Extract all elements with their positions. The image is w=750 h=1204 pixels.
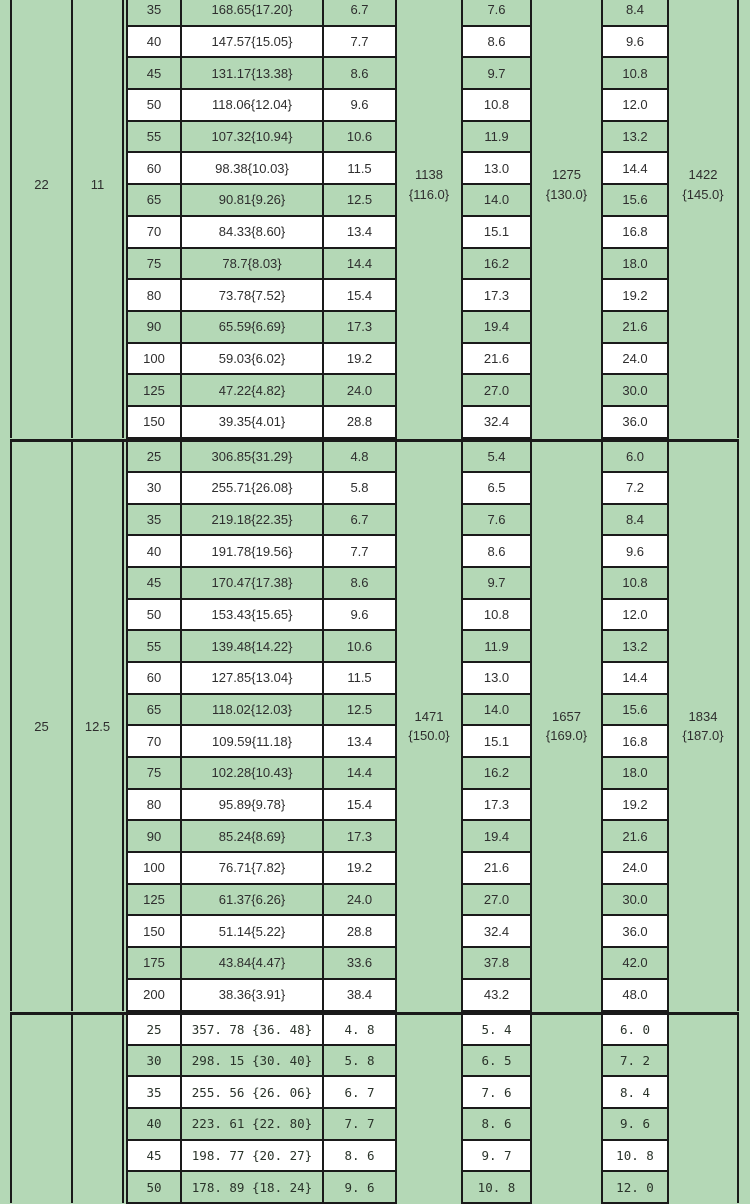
- cell-c7: 5.4: [462, 440, 531, 472]
- cell-c7: 14.0: [462, 184, 531, 216]
- cell-c5: 8.6: [323, 567, 396, 599]
- cell-c7: 17.3: [462, 789, 531, 821]
- cell-c5: 6.7: [323, 504, 396, 536]
- merged-cell-torque-a-line2: {116.0}: [397, 185, 461, 205]
- cell-c9: 12.0: [602, 89, 668, 121]
- cell-c4: 131.17{13.38}: [181, 57, 323, 89]
- merged-cell-torque-c-line1: 1422: [669, 165, 737, 185]
- cell-c4: 59.03{6.02}: [181, 343, 323, 375]
- cell-c9: 6. 0: [602, 1013, 668, 1045]
- merged-cell-left-2: 11: [72, 0, 123, 438]
- cell-c7: 37.8: [462, 947, 531, 979]
- cell-c9: 9.6: [602, 26, 668, 58]
- cell-c9: 42.0: [602, 947, 668, 979]
- cell-c5: 17.3: [323, 820, 396, 852]
- cell-c7: 5. 4: [462, 1013, 531, 1045]
- cell-c5: 10.6: [323, 121, 396, 153]
- cell-c3: 65: [127, 694, 181, 726]
- cell-c7: 43.2: [462, 979, 531, 1011]
- cell-c7: 7.6: [462, 0, 531, 26]
- cell-c9: 10.8: [602, 57, 668, 89]
- cell-c9: 24.0: [602, 343, 668, 375]
- merged-cell-torque-c-line1: 1834: [669, 707, 737, 727]
- merged-cell-left-1: [11, 1013, 72, 1203]
- cell-c4: 47.22{4.82}: [181, 374, 323, 406]
- cell-c3: 125: [127, 884, 181, 916]
- cell-c7: 10.8: [462, 89, 531, 121]
- cell-c4: 98.38{10.03}: [181, 152, 323, 184]
- cell-c4: 223. 61 {22. 80}: [181, 1108, 323, 1140]
- merged-cell-torque-a-line1: 1138: [397, 165, 461, 185]
- cell-c7: 19.4: [462, 311, 531, 343]
- cell-c5: 12.5: [323, 184, 396, 216]
- cell-c7: 13.0: [462, 152, 531, 184]
- cell-c4: 357. 78 {36. 48}: [181, 1013, 323, 1045]
- cell-c5: 6.7: [323, 0, 396, 26]
- cell-c3: 125: [127, 374, 181, 406]
- cell-c3: 40: [127, 535, 181, 567]
- cell-c4: 51.14{5.22}: [181, 915, 323, 947]
- cell-c4: 43.84{4.47}: [181, 947, 323, 979]
- cell-c4: 65.59{6.69}: [181, 311, 323, 343]
- merged-cell-torque-b-line1: 1657: [532, 707, 601, 727]
- cell-c5: 19.2: [323, 343, 396, 375]
- cell-c5: 4.8: [323, 440, 396, 472]
- cell-c5: 5.8: [323, 472, 396, 504]
- merged-cell-torque-c: [668, 440, 738, 1010]
- merged-cell-left-2: 12.5: [72, 440, 123, 1010]
- cell-c5: 13.4: [323, 725, 396, 757]
- cell-c7: 16.2: [462, 248, 531, 280]
- cell-c9: 7.2: [602, 472, 668, 504]
- cell-c7: 10.8: [462, 599, 531, 631]
- cell-c7: 21.6: [462, 852, 531, 884]
- merged-cell-torque-b: [531, 440, 602, 1010]
- cell-c3: 25: [127, 1013, 181, 1045]
- cell-c9: 6.0: [602, 440, 668, 472]
- cell-c5: 4. 8: [323, 1013, 396, 1045]
- merged-cell-torque-b: [531, 1013, 602, 1203]
- cell-c5: 5. 8: [323, 1045, 396, 1077]
- cell-c5: 24.0: [323, 884, 396, 916]
- cell-c3: 45: [127, 1140, 181, 1172]
- cell-c3: 80: [127, 789, 181, 821]
- merged-cell-torque-c-line2: {145.0}: [669, 185, 737, 205]
- cell-c4: 90.81{9.26}: [181, 184, 323, 216]
- cell-c4: 255.71{26.08}: [181, 472, 323, 504]
- cell-c5: 14.4: [323, 757, 396, 789]
- cell-c4: 147.57{15.05}: [181, 26, 323, 58]
- cell-c7: 6.5: [462, 472, 531, 504]
- cell-c5: 7.7: [323, 535, 396, 567]
- cell-c3: 50: [127, 599, 181, 631]
- cell-c9: 14.4: [602, 152, 668, 184]
- cell-c9: 16.8: [602, 725, 668, 757]
- cell-c3: 100: [127, 343, 181, 375]
- table-row: [11, 1013, 738, 1045]
- cell-c3: 150: [127, 915, 181, 947]
- cell-c9: 13.2: [602, 121, 668, 153]
- cell-c5: 9. 6: [323, 1171, 396, 1203]
- cell-c3: 75: [127, 757, 181, 789]
- cell-c4: 109.59{11.18}: [181, 725, 323, 757]
- cell-c7: 11.9: [462, 630, 531, 662]
- cell-c4: 73.78{7.52}: [181, 279, 323, 311]
- cell-c5: 28.8: [323, 915, 396, 947]
- cell-c5: 8. 6: [323, 1140, 396, 1172]
- cell-c4: 102.28{10.43}: [181, 757, 323, 789]
- cell-c9: 12.0: [602, 599, 668, 631]
- cell-c7: 27.0: [462, 374, 531, 406]
- cell-c7: 9. 7: [462, 1140, 531, 1172]
- cell-c4: 76.71{7.82}: [181, 852, 323, 884]
- merged-cell-torque-a-line1: 1471: [397, 707, 461, 727]
- cell-c3: 40: [127, 26, 181, 58]
- cell-c7: 16.2: [462, 757, 531, 789]
- cell-c7: 8. 6: [462, 1108, 531, 1140]
- cell-c7: 15.1: [462, 725, 531, 757]
- cell-c9: 36.0: [602, 406, 668, 438]
- cell-c3: 175: [127, 947, 181, 979]
- cell-c4: 85.24{8.69}: [181, 820, 323, 852]
- cell-c7: 7.6: [462, 504, 531, 536]
- cell-c4: 127.85{13.04}: [181, 662, 323, 694]
- cell-c7: 27.0: [462, 884, 531, 916]
- table-row: [11, 440, 738, 472]
- cell-c3: 55: [127, 630, 181, 662]
- cell-c5: 9.6: [323, 599, 396, 631]
- table-wrap: [10, 0, 737, 1204]
- cell-c9: 18.0: [602, 248, 668, 280]
- cell-c4: 306.85{31.29}: [181, 440, 323, 472]
- cell-c9: 48.0: [602, 979, 668, 1011]
- cell-c4: 153.43{15.65}: [181, 599, 323, 631]
- cell-c3: 70: [127, 216, 181, 248]
- cell-c3: 30: [127, 472, 181, 504]
- cell-c3: 150: [127, 406, 181, 438]
- cell-c5: 33.6: [323, 947, 396, 979]
- cell-c5: 19.2: [323, 852, 396, 884]
- cell-c3: 35: [127, 504, 181, 536]
- cell-c4: 107.32{10.94}: [181, 121, 323, 153]
- cell-c7: 6. 5: [462, 1045, 531, 1077]
- cell-c4: 191.78{19.56}: [181, 535, 323, 567]
- merged-cell-torque-b-line1: 1275: [532, 165, 601, 185]
- cell-c3: 45: [127, 567, 181, 599]
- cell-c7: 19.4: [462, 820, 531, 852]
- cell-c5: 38.4: [323, 979, 396, 1011]
- cell-c9: 30.0: [602, 884, 668, 916]
- cell-c3: 35: [127, 1076, 181, 1108]
- cell-c5: 14.4: [323, 248, 396, 280]
- cell-c5: 15.4: [323, 279, 396, 311]
- cell-c9: 15.6: [602, 694, 668, 726]
- cell-c5: 10.6: [323, 630, 396, 662]
- cell-c4: 198. 77 {20. 27}: [181, 1140, 323, 1172]
- cell-c9: 9.6: [602, 535, 668, 567]
- cell-c5: 6. 7: [323, 1076, 396, 1108]
- cell-c3: 75: [127, 248, 181, 280]
- cell-c9: 12. 0: [602, 1171, 668, 1203]
- cell-c9: 8. 4: [602, 1076, 668, 1108]
- merged-cell-torque-b: [531, 0, 602, 438]
- cell-c7: 14.0: [462, 694, 531, 726]
- cell-c4: 219.18{22.35}: [181, 504, 323, 536]
- merged-cell-torque-b-line2: {169.0}: [532, 726, 601, 746]
- cell-c5: 17.3: [323, 311, 396, 343]
- cell-c4: 118.06{12.04}: [181, 89, 323, 121]
- cell-c3: 60: [127, 662, 181, 694]
- cell-c7: 13.0: [462, 662, 531, 694]
- cell-c7: 8.6: [462, 26, 531, 58]
- cell-c3: 25: [127, 440, 181, 472]
- cell-c3: 50: [127, 1171, 181, 1203]
- cell-c3: 35: [127, 0, 181, 26]
- cell-c7: 32.4: [462, 406, 531, 438]
- spec-table-section-3: [10, 1012, 739, 1204]
- cell-c5: 7. 7: [323, 1108, 396, 1140]
- cell-c9: 9. 6: [602, 1108, 668, 1140]
- cell-c3: 40: [127, 1108, 181, 1140]
- cell-c9: 30.0: [602, 374, 668, 406]
- cell-c3: 30: [127, 1045, 181, 1077]
- merged-cell-left-2: [72, 1013, 123, 1203]
- cell-c3: 100: [127, 852, 181, 884]
- cell-c4: 118.02{12.03}: [181, 694, 323, 726]
- cell-c9: 18.0: [602, 757, 668, 789]
- cell-c5: 9.6: [323, 89, 396, 121]
- merged-cell-left-1: 25: [11, 440, 72, 1010]
- cell-c9: 7. 2: [602, 1045, 668, 1077]
- cell-c3: 70: [127, 725, 181, 757]
- cell-c9: 13.2: [602, 630, 668, 662]
- cell-c7: 11.9: [462, 121, 531, 153]
- cell-c4: 168.65{17.20}: [181, 0, 323, 26]
- merged-cell-torque-a: [396, 440, 462, 1010]
- cell-c4: 61.37{6.26}: [181, 884, 323, 916]
- cell-c3: 55: [127, 121, 181, 153]
- cell-c9: 10. 8: [602, 1140, 668, 1172]
- cell-c3: 45: [127, 57, 181, 89]
- merged-cell-torque-c-line2: {187.0}: [669, 726, 737, 746]
- cell-c3: 50: [127, 89, 181, 121]
- cell-c4: 170.47{17.38}: [181, 567, 323, 599]
- cell-c4: 298. 15 {30. 40}: [181, 1045, 323, 1077]
- merged-cell-torque-c: [668, 1013, 738, 1203]
- cell-c9: 8.4: [602, 0, 668, 26]
- merged-cell-left-1: 22: [11, 0, 72, 438]
- spec-table-section-1: [10, 0, 739, 439]
- cell-c5: 15.4: [323, 789, 396, 821]
- cell-c7: 9.7: [462, 57, 531, 89]
- merged-cell-torque-c: [668, 0, 738, 438]
- cell-c7: 17.3: [462, 279, 531, 311]
- cell-c9: 19.2: [602, 279, 668, 311]
- merged-cell-torque-b-line2: {130.0}: [532, 185, 601, 205]
- table-row: [11, 0, 738, 26]
- cell-c7: 9.7: [462, 567, 531, 599]
- cell-c4: 178. 89 {18. 24}: [181, 1171, 323, 1203]
- merged-cell-torque-a: [396, 1013, 462, 1203]
- merged-cell-torque-a-line2: {150.0}: [397, 726, 461, 746]
- cell-c3: 80: [127, 279, 181, 311]
- cell-c3: 90: [127, 311, 181, 343]
- cell-c9: 19.2: [602, 789, 668, 821]
- cell-c3: 60: [127, 152, 181, 184]
- cell-c7: 10. 8: [462, 1171, 531, 1203]
- cell-c7: 8.6: [462, 535, 531, 567]
- cell-c5: 11.5: [323, 662, 396, 694]
- cell-c4: 139.48{14.22}: [181, 630, 323, 662]
- cell-c9: 36.0: [602, 915, 668, 947]
- cell-c9: 16.8: [602, 216, 668, 248]
- cell-c9: 8.4: [602, 504, 668, 536]
- cell-c9: 14.4: [602, 662, 668, 694]
- cell-c4: 95.89{9.78}: [181, 789, 323, 821]
- cell-c4: 78.7{8.03}: [181, 248, 323, 280]
- cell-c5: 12.5: [323, 694, 396, 726]
- cell-c5: 24.0: [323, 374, 396, 406]
- cell-c9: 10.8: [602, 567, 668, 599]
- cell-c7: 21.6: [462, 343, 531, 375]
- cell-c5: 13.4: [323, 216, 396, 248]
- cell-c4: 84.33{8.60}: [181, 216, 323, 248]
- cell-c7: 15.1: [462, 216, 531, 248]
- cell-c9: 21.6: [602, 311, 668, 343]
- merged-cell-torque-a: [396, 0, 462, 438]
- cell-c3: 200: [127, 979, 181, 1011]
- cell-c5: 11.5: [323, 152, 396, 184]
- spec-table-section-2: [10, 439, 739, 1012]
- cell-c4: 38.36{3.91}: [181, 979, 323, 1011]
- cell-c5: 28.8: [323, 406, 396, 438]
- cell-c5: 7.7: [323, 26, 396, 58]
- cell-c9: 15.6: [602, 184, 668, 216]
- cell-c3: 65: [127, 184, 181, 216]
- cell-c3: 90: [127, 820, 181, 852]
- cell-c7: 32.4: [462, 915, 531, 947]
- cell-c4: 39.35{4.01}: [181, 406, 323, 438]
- cell-c5: 8.6: [323, 57, 396, 89]
- cell-c4: 255. 56 {26. 06}: [181, 1076, 323, 1108]
- cell-c9: 21.6: [602, 820, 668, 852]
- cell-c7: 7. 6: [462, 1076, 531, 1108]
- cell-c9: 24.0: [602, 852, 668, 884]
